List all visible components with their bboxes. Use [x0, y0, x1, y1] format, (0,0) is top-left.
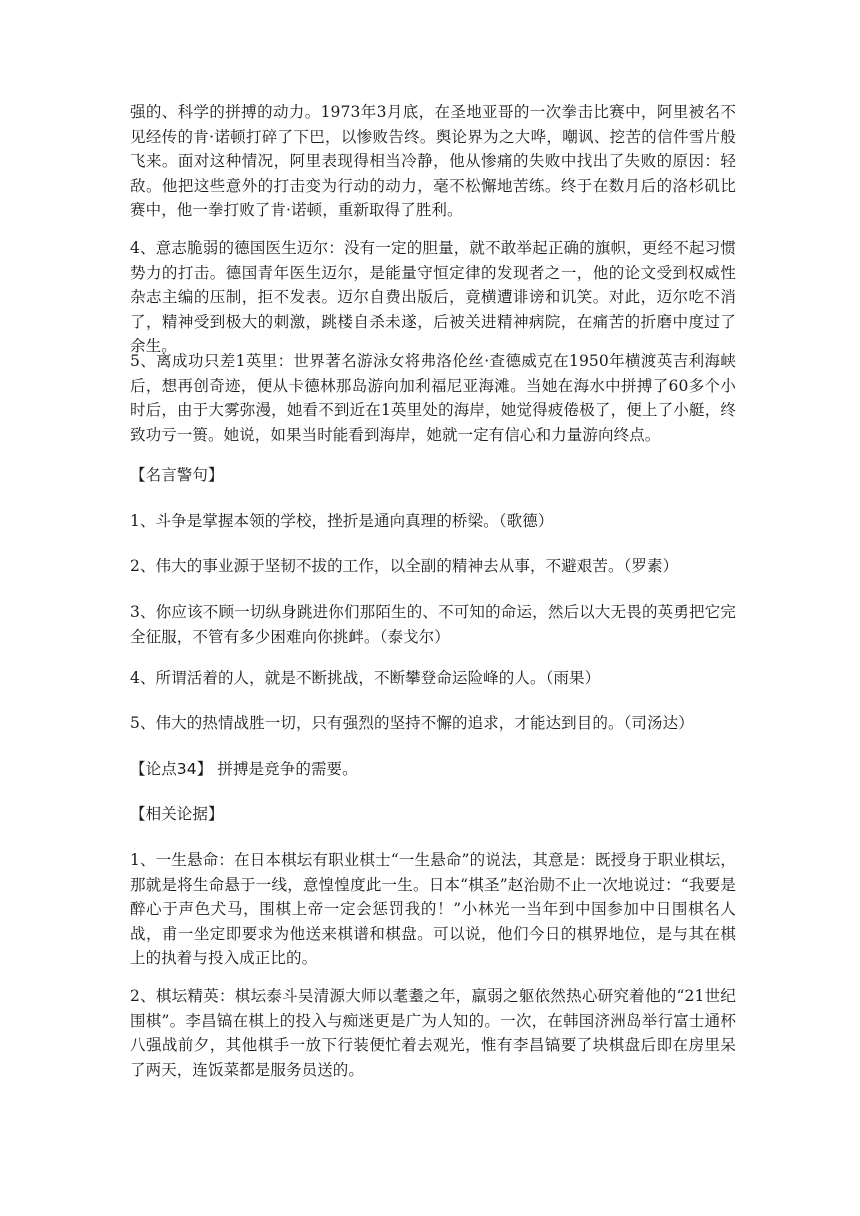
quote-item-4: 4、所谓活着的人，就是不断挑战，不断攀登命运险峰的人。（雨果） — [130, 669, 601, 687]
quote-item-5: 5、伟大的热情战胜一切，只有强烈的坚持不懈的追求，才能达到目的。（司汤达） — [130, 714, 694, 732]
quote-item-2: 2、伟大的事业源于坚韧不拔的工作，以全副的精神去从事，不避艰苦。（罗素） — [130, 557, 679, 575]
evidence-item-2: 2、棋坛精英：棋坛泰斗吴清源大师以耄耋之年，羸弱之躯依然热心研究着他的“21世纪围棋”。李昌镐在棋上的投入与痴迷更是广为人知的。一次，在韩国济洲岛举行富士通杯八强战前夕，其他棋手一放下行装便忙着去观光，惟有李昌镐要了块棋盘后即在房里呆了两天，连饭菜都是服务员送的。 — [130, 987, 736, 1079]
section-heading-quotes: 【名言警句】 — [130, 466, 224, 484]
section-heading-evidence: 【相关论据】 — [130, 805, 224, 823]
quote-item-1: 1、斗争是掌握本领的学校，挫折是通向真理的桥梁。（歌德） — [130, 512, 554, 530]
evidence-item-1: 1、一生悬命：在日本棋坛有职业棋士“一生悬命”的说法，其意是：既授身于职业棋坛，那就是将生命悬于一线，意惶惶度此一生。日本“棋圣”赵治勋不止一次地说过：“我要是醉心于声色犬马，围棋上帝一定会惩罚我的！”小林光一当年到中国参加中日围棋名人战，甫一坐定即要求为他送来棋谱和棋盘。可以说，他们今日的棋界地位，是与其在棋上的执着与投入成正比的。 — [130, 851, 736, 967]
section-heading-point-34: 【论点34】 拼搏是竞争的需要。 — [130, 760, 358, 778]
paragraph-ali-story: 强的、科学的拼搏的动力。1973年3月底，在圣地亚哥的一次拳击比赛中，阿里被名不见经传的肯·诺顿打碎了下巴，以惨败告终。舆论界为之大哗，嘲讽、挖苦的信件雪片般飞来。面对这种情况，阿里表现得相当冷静，他从惨痛的失败中找出了失败的原因：轻敌。他把这些意外的打击变为行动的动力，毫不松懈地苦练。终于在数月后的洛杉矶比赛中，他一拳打败了肯·诺顿，重新取得了胜利。 — [130, 103, 736, 219]
paragraph-chadwick-story: 5、离成功只差1英里：世界著名游泳女将弗洛伦丝·查德威克在1950年横渡英吉利海峡后，想再创奇迹，便从卡德林那岛游向加利福尼亚海滩。当她在海水中拼搏了60多个小时后，由于大雾弥漫，她看不到近在1英里处的海岸，她觉得疲倦极了，便上了小艇，终致功亏一篑。她说，如果当时能看到海岸，她就一定有信心和力量游向终点。 — [130, 352, 736, 444]
quote-item-3: 3、你应该不顾一切纵身跳进你们那陌生的、不可知的命运，然后以大无畏的英勇把它完全征服，不管有多少困难向你挑衅。（泰戈尔） — [130, 603, 736, 646]
paragraph-mayer-story: 4、意志脆弱的德国医生迈尔：没有一定的胆量，就不敢举起正确的旗帜，更经不起习惯势力的打击。德国青年医生迈尔，是能量守恒定律的发现者之一，他的论文受到权威性杂志主编的压制，拒不发表。迈尔自费出版后，竟横遭诽谤和讥笑。对此，迈尔吃不消了，精神受到极大的刺激，跳楼自杀未遂，后被关进精神病院，在痛苦的折磨中度过了余生。 — [130, 239, 736, 355]
